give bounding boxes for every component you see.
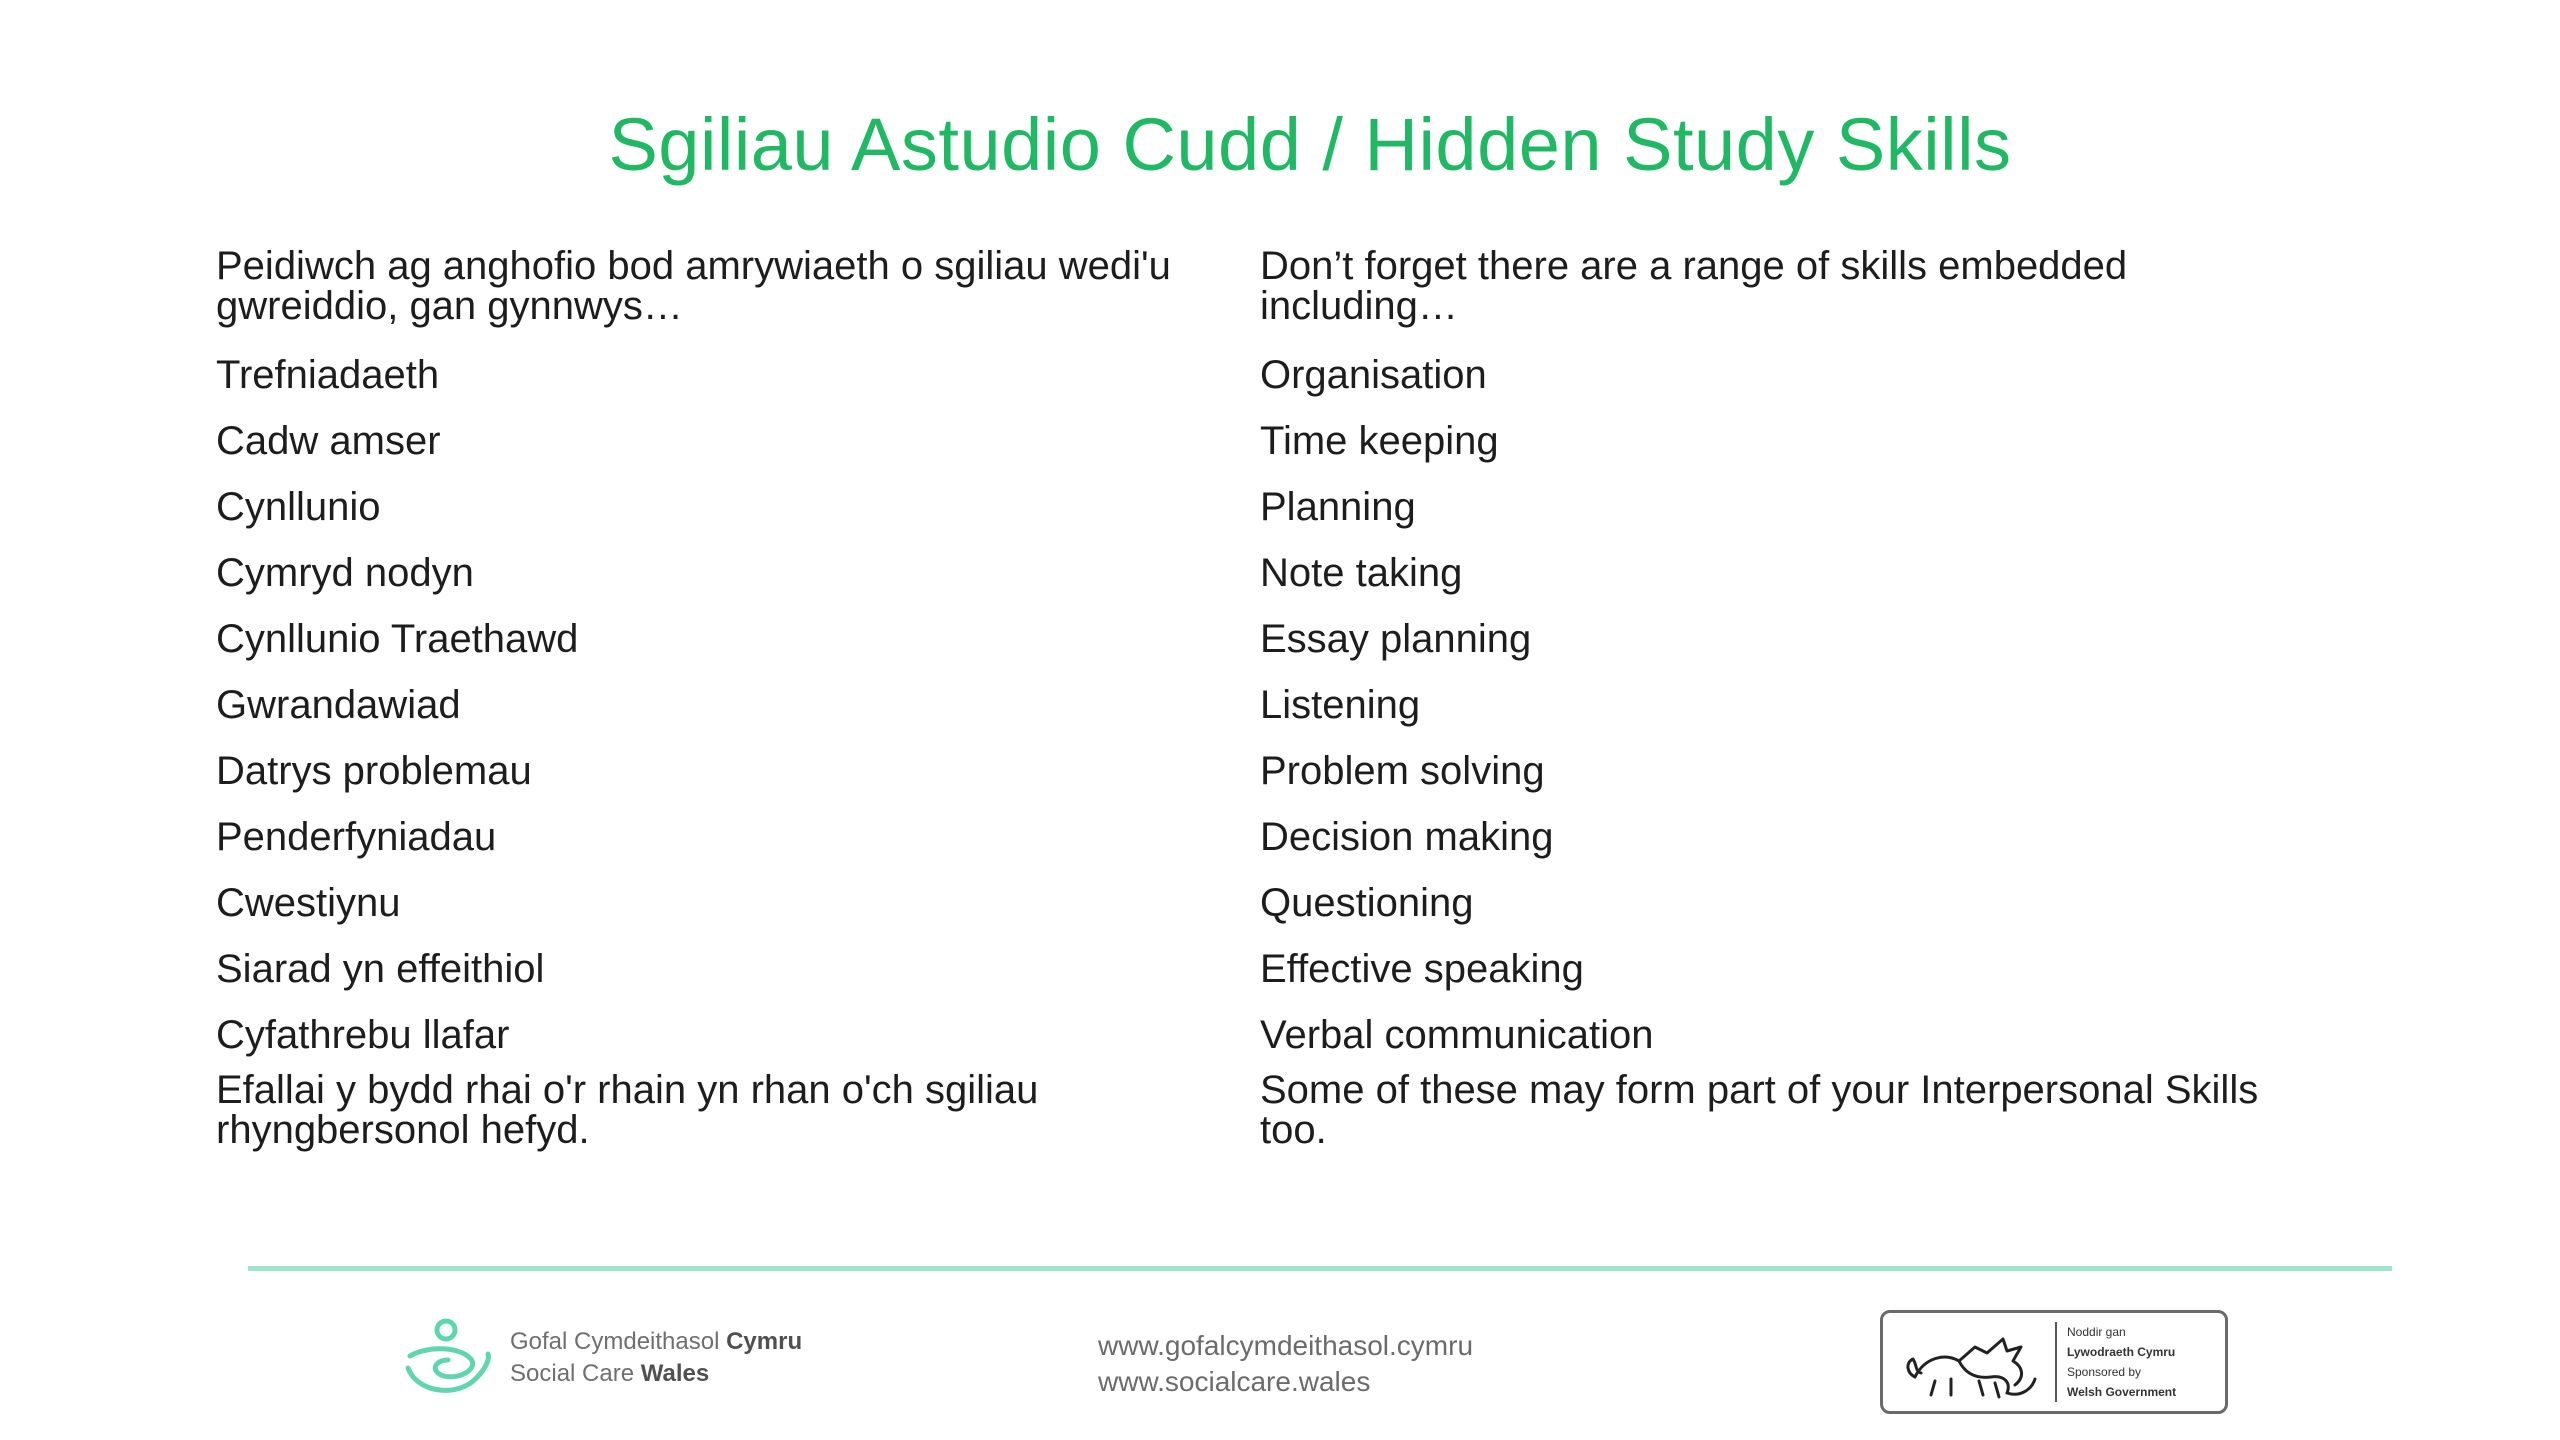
english-skill-item: Planning	[1260, 485, 1416, 529]
logo-line-welsh: Gofal Cymdeithasol Cymru	[510, 1328, 803, 1355]
english-skill-item: Effective speaking	[1260, 947, 1584, 991]
english-skill-item: Problem solving	[1260, 749, 1545, 793]
logo-line-english: Social Care Wales	[510, 1360, 710, 1387]
welsh-outro: Efallai y bydd rhai o'r rhain yn rhan o'ch sgiliau rhyngbersonol hefyd.	[216, 1068, 1039, 1152]
welsh-dragon-icon	[1895, 1317, 2045, 1407]
welsh-government-badge	[1880, 1310, 2228, 1414]
english-skill-item: Essay planning	[1260, 617, 1532, 661]
welsh-intro: Peidiwch ag anghofio bod amrywiaeth o sgiliau wedi'u gwreiddio, gan gynnwys…	[216, 244, 1171, 328]
english-outro: Some of these may form part of your Interpersonal Skills too.	[1260, 1068, 2259, 1152]
welsh-skill-item: Siarad yn effeithiol	[216, 947, 545, 991]
footer-urls	[1098, 1328, 1473, 1400]
footer-divider	[248, 1266, 2392, 1271]
english-column	[1260, 246, 2310, 1150]
welsh-skill-item: Cynllunio	[216, 485, 381, 529]
slide-title: Sgiliau Astudio Cudd / Hidden Study Skills	[608, 103, 2012, 186]
welsh-skill-item: Cymryd nodyn	[216, 551, 474, 595]
gov-badge-text: Noddir gan Lywodraeth Cymru Sponsored by Welsh Government	[2067, 1325, 2177, 1399]
welsh-skill-item: Gwrandawiad	[216, 683, 461, 727]
welsh-skill-item: Trefniadaeth	[216, 353, 440, 397]
welsh-skill-item: Cyfathrebu llafar	[216, 1013, 510, 1057]
social-care-wales-logo	[400, 1316, 802, 1400]
english-skill-item: Questioning	[1260, 881, 1474, 925]
url-welsh[interactable]: www.gofalcymdeithasol.cymru	[1098, 1330, 1474, 1361]
welsh-skill-item: Datrys problemau	[216, 749, 532, 793]
logo-text	[510, 1326, 802, 1390]
welsh-skill-item: Penderfyniadau	[216, 815, 497, 859]
welsh-skill-item: Cynllunio Traethawd	[216, 617, 579, 661]
english-skill-item: Organisation	[1260, 353, 1487, 397]
badge-divider	[2055, 1322, 2057, 1402]
english-skill-item: Time keeping	[1260, 419, 1499, 463]
english-skill-item: Listening	[1260, 683, 1421, 727]
welsh-skill-item: Cwestiynu	[216, 881, 401, 925]
english-skill-item: Decision making	[1260, 815, 1554, 859]
english-intro: Don’t forget there are a range of skills embedded including…	[1260, 244, 2128, 328]
english-skill-item: Verbal communication	[1260, 1013, 1654, 1057]
url-english[interactable]: www.socialcare.wales	[1098, 1366, 1371, 1397]
welsh-skill-item: Cadw amser	[216, 419, 441, 463]
welsh-column	[216, 246, 1176, 1150]
english-skill-item: Note taking	[1260, 551, 1463, 595]
social-care-wales-logo-icon	[400, 1316, 496, 1400]
